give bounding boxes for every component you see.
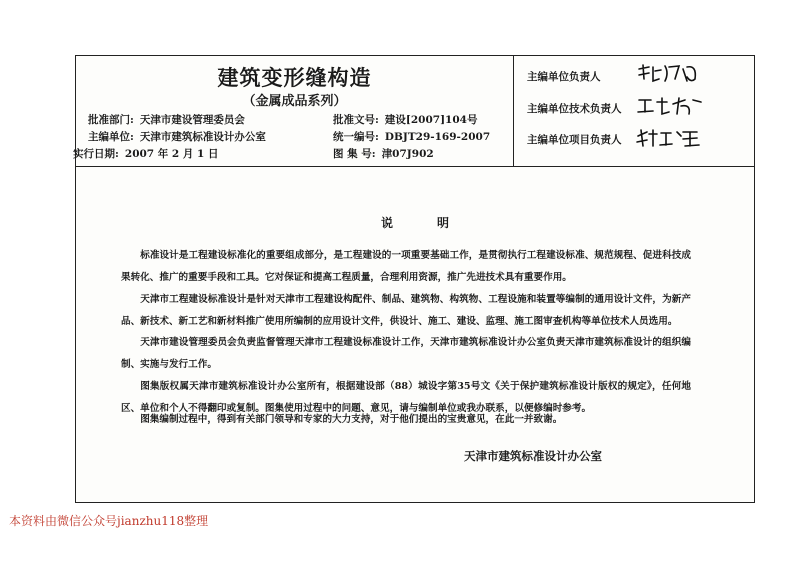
paragraph-2: 天津市工程建设标准设计是针对天津市工程建设构配件、制品、建筑物、构筑物、工程设施和装置等编制的通用设计文件，为新产品、新技术、新工艺和新材料推广使用所编制的应用设计文件，供设计、施工、建设、监理、施工图审查机构等单位技术人员选用。 xyxy=(121,294,691,327)
unified-no-label: 统一编号: xyxy=(333,131,379,143)
paragraph-4: 图集版权属天津市建筑标准设计办公室所有，根据建设部（88）城设字第35号文《关于保护建筑标准设计版权的规定》，任何地区、单位和个人不得翻印或复制。图集使用过程中的问题、意见，请与编制单位或我办联系，以便修编时参考。 xyxy=(121,381,691,414)
effective-date-label: 实行日期: xyxy=(73,148,119,160)
chief-unit-tech-head-label: 主编单位技术负责人 xyxy=(527,103,622,115)
approval-no-value: 建设[2007]104号 xyxy=(384,114,478,126)
chief-unit-value: 天津市建筑标准设计办公室 xyxy=(139,131,266,143)
chief-unit-row xyxy=(88,129,266,144)
chief-unit-label: 主编单位: xyxy=(88,131,134,143)
chief-unit-project-head-label: 主编单位项目负责人 xyxy=(527,134,622,146)
approving-dept-row xyxy=(88,112,245,127)
header-info-panel xyxy=(73,56,514,166)
section-heading-left: 说 xyxy=(380,216,393,230)
paragraph-5: 图集编制过程中，得到有关部门领导和专家的大力支持，对于他们提出的宝贵意见，在此一并致谢。 xyxy=(140,414,563,425)
unified-no-row xyxy=(333,129,490,144)
issuing-office: 天津市建筑标准设计办公室 xyxy=(464,449,602,463)
watermark-text: 本资料由微信公众号jianzhu118整理 xyxy=(9,514,209,528)
effective-date-row xyxy=(73,146,219,161)
page-title: 建筑变形缝构造 xyxy=(217,66,372,90)
chief-unit-head-label: 主编单位负责人 xyxy=(527,71,601,83)
section-heading xyxy=(76,214,754,231)
page-subtitle: （金属成品系列） xyxy=(242,94,347,109)
atlas-cover-sheet xyxy=(75,55,755,503)
section-heading-right: 明 xyxy=(437,216,450,230)
responsibles-panel xyxy=(513,56,756,166)
paragraph-3: 天津市建设管理委员会负责监督管理天津市工程建设标准设计工作，天津市建筑标准设计办公室负责天津市建筑标准设计的组织编制、实施与发行工作。 xyxy=(121,337,691,370)
signature-tech-head xyxy=(635,94,705,118)
paragraph-1: 标准设计是工程建设标准化的重要组成部分，是工程建设的一项重要基础工作，是贯彻执行工程建设标准、规范规程、促进科技成果转化、推广的重要手段和工具。它对保证和提高工程质量，合理利用资源，推广先进技术具有重要作用。 xyxy=(121,250,691,283)
atlas-no-value: 津07J902 xyxy=(381,148,434,160)
unified-no-value: DBJT29-169-2007 xyxy=(384,131,491,143)
approving-dept-label: 批准部门: xyxy=(88,114,134,126)
header-block xyxy=(73,56,754,167)
effective-date-value: 2007 年 2 月 1 日 xyxy=(124,148,219,160)
atlas-no-label: 图 集 号: xyxy=(333,148,376,160)
approval-no-row xyxy=(333,112,477,127)
signature-chief-head xyxy=(635,61,705,85)
signature-project-head xyxy=(635,126,705,150)
approval-no-label: 批准文号: xyxy=(333,114,379,126)
atlas-no-row xyxy=(333,146,434,161)
approving-dept-value: 天津市建设管理委员会 xyxy=(139,114,245,126)
